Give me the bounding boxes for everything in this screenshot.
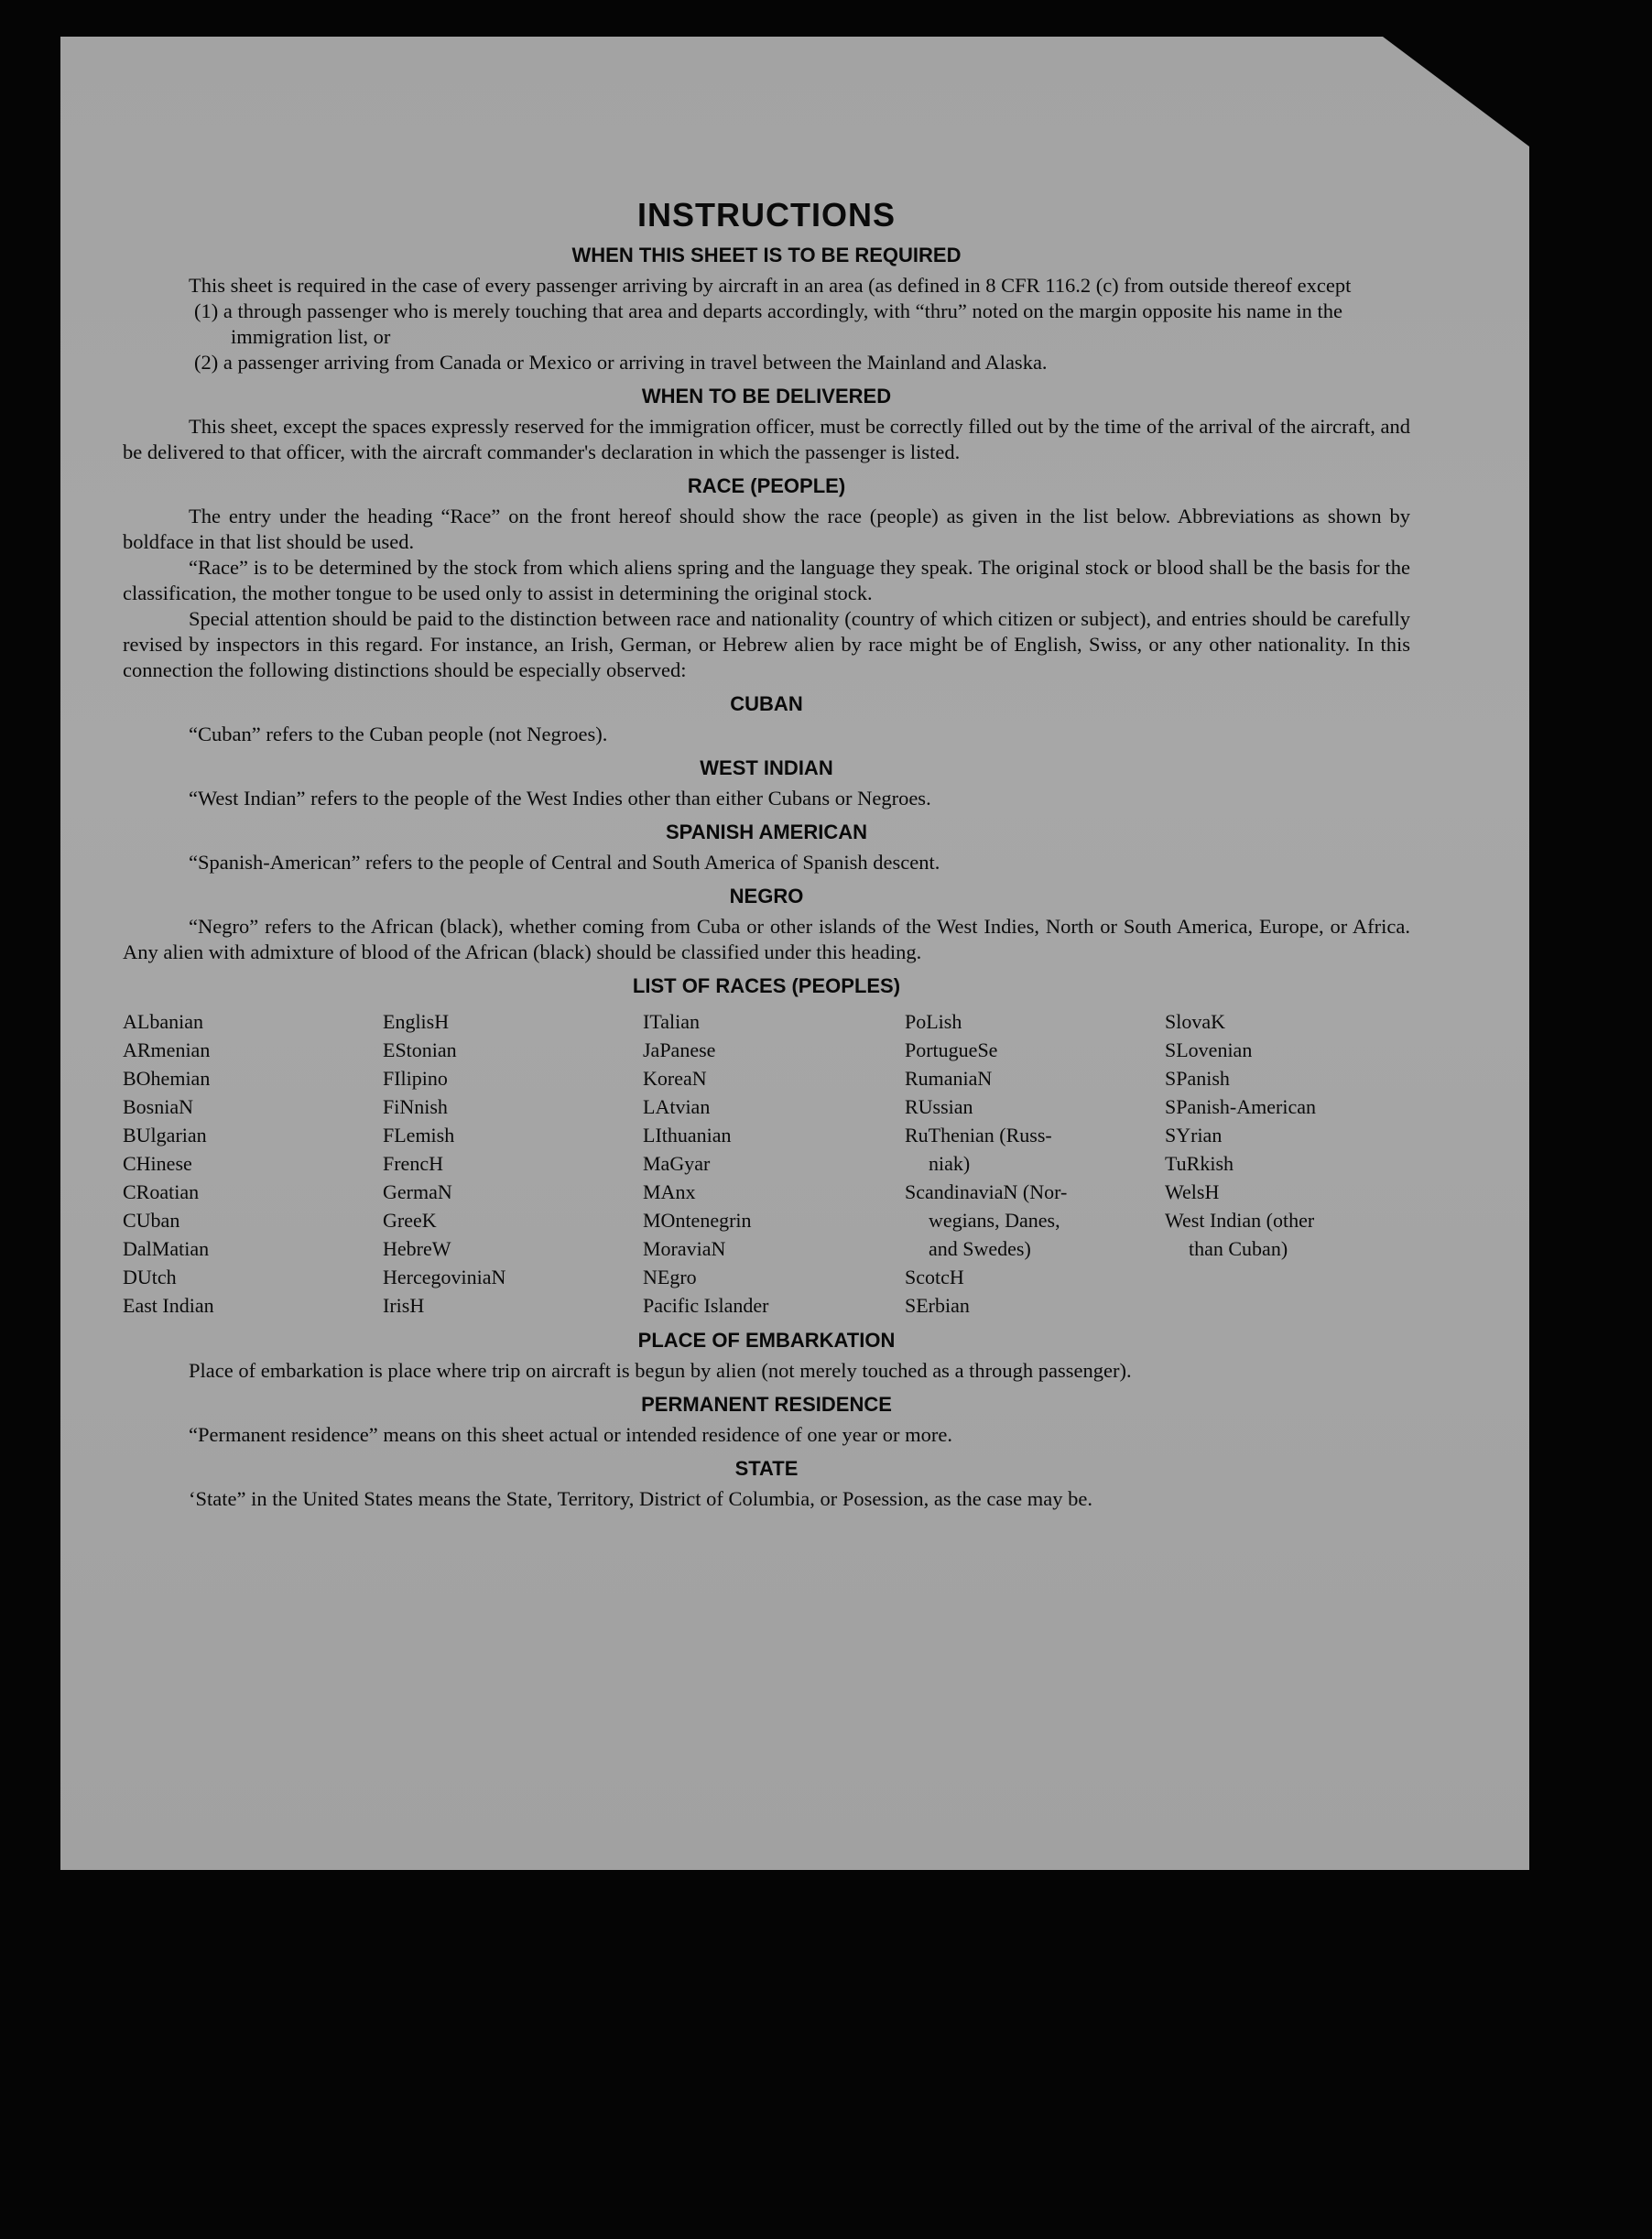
residence-text: “Permanent residence” means on this sheet actual or intended residence of one year or more. bbox=[189, 1423, 953, 1446]
race-paragraph-2: “Race” is to be determined by the stock from which aliens spring and the language they speak. The original stock or blood shall be the basis for the classification, the mother tongue to be used only to assist in determining the original stock. bbox=[123, 556, 1410, 604]
race-entry: SPanish-American bbox=[1165, 1095, 1316, 1118]
race-entry: LIthuanian bbox=[643, 1124, 732, 1147]
spanish-american-text: “Spanish-American” refers to the people of Central and South America of Spanish descent. bbox=[189, 851, 940, 874]
race-entry: MoraviaN bbox=[643, 1237, 726, 1260]
torn-corner bbox=[1383, 37, 1529, 147]
race-entry: LAtvian bbox=[643, 1095, 711, 1118]
race-entry: RUssian bbox=[905, 1095, 973, 1118]
race-entry: FLemish bbox=[383, 1124, 455, 1147]
race-entry: RumaniaN bbox=[905, 1067, 993, 1090]
race-entry: GermaN bbox=[383, 1180, 452, 1203]
heading-list-of-races: LIST OF RACES (PEOPLES) bbox=[632, 974, 901, 997]
west-indian-text: “West Indian” refers to the people of the West Indies other than either Cubans or Negroes. bbox=[189, 787, 931, 810]
race-entry: IrisH bbox=[383, 1294, 425, 1317]
heading-when-delivered: WHEN TO BE DELIVERED bbox=[641, 385, 892, 408]
race-entry: PortugueSe bbox=[905, 1038, 998, 1061]
race-entry: SYrian bbox=[1165, 1124, 1223, 1147]
race-entry-continued: niak) bbox=[929, 1152, 971, 1175]
race-entry: PoLish bbox=[905, 1010, 962, 1033]
embarkation-text: Place of embarkation is place where trip on aircraft is begun by alien (not merely touched as a through passenger). bbox=[189, 1359, 1132, 1382]
when-delivered-text: This sheet, except the spaces expressly reserved for the immigration officer, must be correctly filled out by the time of the arrival of the aircraft, and be delivered to that officer, with the aircraft commander's declaration in which the passenger is listed. bbox=[123, 415, 1410, 463]
heading-embarkation: PLACE OF EMBARKATION bbox=[637, 1329, 896, 1352]
heading-state: STATE bbox=[734, 1457, 799, 1480]
negro-text: “Negro” refers to the African (black), whether coming from Cuba or other islands of the West Indies, North or South America, Europe, or Africa. Any alien with admixture of blood of the African (black) should be classified under this heading. bbox=[123, 915, 1410, 963]
races-list bbox=[123, 1007, 1410, 1320]
instruction-sheet bbox=[60, 37, 1529, 1870]
race-entry-continued: than Cuban) bbox=[1189, 1237, 1288, 1260]
races-column-4 bbox=[905, 1007, 1165, 1320]
race-entry: JaPanese bbox=[643, 1038, 716, 1061]
race-entry: ScotcH bbox=[905, 1266, 964, 1288]
race-entry-continued: wegians, Danes, bbox=[929, 1209, 1060, 1232]
race-entry: SLovenian bbox=[1165, 1038, 1253, 1061]
race-entry: ScandinaviaN (Nor- bbox=[905, 1180, 1068, 1203]
heading-when-required: WHEN THIS SHEET IS TO BE REQUIRED bbox=[571, 244, 962, 266]
race-entry: RuThenian (Russ- bbox=[905, 1124, 1052, 1147]
race-entry: MAnx bbox=[643, 1180, 696, 1203]
race-entry: HebreW bbox=[383, 1237, 451, 1260]
race-entry: ITalian bbox=[643, 1010, 700, 1033]
race-entry: HercegoviniaN bbox=[383, 1266, 506, 1288]
race-entry: BOhemian bbox=[123, 1067, 211, 1090]
race-entry: DUtch bbox=[123, 1266, 177, 1288]
race-entry-continued: and Swedes) bbox=[929, 1237, 1031, 1260]
race-entry: SlovaK bbox=[1165, 1010, 1225, 1033]
race-entry: CUban bbox=[123, 1209, 180, 1232]
race-entry: FiNnish bbox=[383, 1095, 448, 1118]
when-required-item-1: (1) a through passenger who is merely touching that area and departs accordingly, with “thru” noted on the margin opposite his name in the immigration list, or bbox=[194, 299, 1343, 348]
race-entry: CRoatian bbox=[123, 1180, 200, 1203]
race-entry: EStonian bbox=[383, 1038, 457, 1061]
race-entry: ARmenian bbox=[123, 1038, 211, 1061]
cuban-text: “Cuban” refers to the Cuban people (not Negroes). bbox=[189, 723, 608, 745]
race-entry: NEgro bbox=[643, 1266, 697, 1288]
race-entry: WelsH bbox=[1165, 1180, 1220, 1203]
race-entry: BUlgarian bbox=[123, 1124, 207, 1147]
race-entry: FrencH bbox=[383, 1152, 443, 1175]
heading-permanent-residence: PERMANENT RESIDENCE bbox=[641, 1393, 892, 1416]
race-entry: DalMatian bbox=[123, 1237, 210, 1260]
race-entry: Pacific Islander bbox=[643, 1294, 769, 1317]
when-required-item-2: (2) a passenger arriving from Canada or Mexico or arriving in travel between the Mainland and Alaska. bbox=[194, 351, 1048, 374]
race-entry: MOntenegrin bbox=[643, 1209, 752, 1232]
races-column-3 bbox=[643, 1007, 905, 1320]
races-column-5 bbox=[1165, 1007, 1421, 1320]
races-column-2 bbox=[383, 1007, 643, 1320]
race-paragraph-3: Special attention should be paid to the distinction between race and nationality (country of which citizen or subject), and entries should be carefully revised by inspectors in this regard. For instance, an Irish, German, or Hebrew alien by race might be of English, Swiss, or any other nationality. In this connection the following distinctions should be especially observed: bbox=[123, 607, 1410, 681]
when-required-intro: This sheet is required in the case of every passenger arriving by aircraft in an area (as defined in 8 CFR 116.2 (c) from outside thereof except bbox=[189, 274, 1352, 297]
race-entry: ALbanian bbox=[123, 1010, 203, 1033]
race-entry: BosniaN bbox=[123, 1095, 193, 1118]
race-entry: FIlipino bbox=[383, 1067, 448, 1090]
race-entry: SPanish bbox=[1165, 1067, 1230, 1090]
heading-cuban: CUBAN bbox=[730, 692, 803, 715]
race-paragraph-1: The entry under the heading “Race” on the front hereof should show the race (people) as given in the list below. Abbreviations as shown by boldface in that list should be used. bbox=[123, 505, 1410, 553]
heading-west-indian: WEST INDIAN bbox=[700, 756, 833, 779]
page-title: INSTRUCTIONS bbox=[637, 196, 896, 234]
race-entry: SErbian bbox=[905, 1294, 970, 1317]
race-entry: West Indian (other bbox=[1165, 1209, 1315, 1232]
race-entry: CHinese bbox=[123, 1152, 192, 1175]
race-entry: TuRkish bbox=[1165, 1152, 1234, 1175]
race-entry: MaGyar bbox=[643, 1152, 711, 1175]
heading-race: RACE (PEOPLE) bbox=[687, 474, 846, 497]
race-entry: East Indian bbox=[123, 1294, 214, 1317]
race-entry: GreeK bbox=[383, 1209, 437, 1232]
heading-negro: NEGRO bbox=[729, 885, 804, 908]
race-entry: KoreaN bbox=[643, 1067, 707, 1090]
state-text: ‘State” in the United States means the State, Territory, District of Columbia, or Posession, as the case may be. bbox=[189, 1487, 1092, 1510]
heading-spanish-american: SPANISH AMERICAN bbox=[665, 821, 867, 843]
race-entry: EnglisH bbox=[383, 1010, 450, 1033]
races-column-1 bbox=[123, 1007, 383, 1320]
